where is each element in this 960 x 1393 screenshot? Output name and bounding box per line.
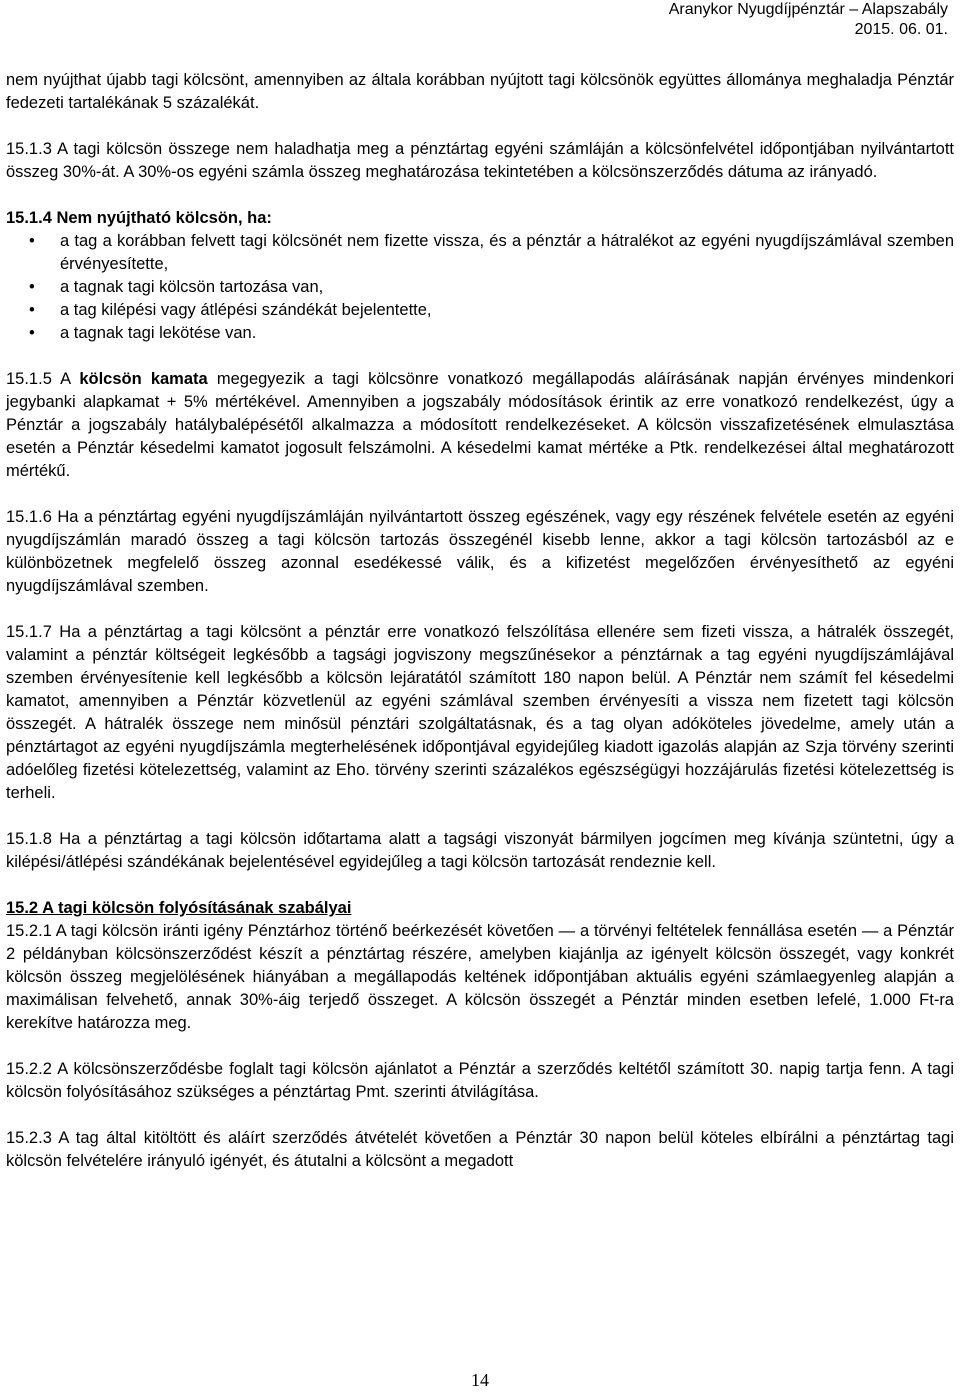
bullet-icon: •: [29, 301, 35, 319]
paragraph-15-1-8: 15.1.8 Ha a pénztártag a tagi kölcsön időtartama alatt a tagsági viszonyát bármilyen jogcímen meg kívánja szüntetni, úgy a kilépési/átlépési szándékának bejelentésével egyidejűleg a tagi kölcsön tartozását rendeznie kell.: [6, 830, 954, 871]
paragraph-intro: nem nyújthat újabb tagi kölcsönt, amennyiben az általa korábban nyújtott tagi kölcsönök együttes állománya meghaladja Pénztár fedezeti tartalékának 5 százalékát.: [6, 71, 954, 112]
bullet-icon: •: [29, 278, 35, 296]
document-body: [6, 69, 954, 1173]
paragraph-15-1-6: 15.1.6 Ha a pénztártag egyéni nyugdíjszámláján nyilvántartott összeg egészének, vagy egy részének felvétele esetén az egyéni nyugdíjszámlán maradó összeg a tagi kölcsön tartozás összegénél kisebb lenne, akkor a tagi kölcsön tartozásból az e különbözetnek megfelelő összeg azonnal esedékessé válik, és a kifizetést megelőzően érvényesíthető az egyéni nyugdíjszámlával szemben.: [6, 508, 954, 595]
page-number: 14: [471, 1370, 489, 1390]
bullet-icon: •: [29, 324, 35, 342]
paragraph-15-1-4-title: 15.1.4 Nem nyújtható kölcsön, ha:: [6, 209, 272, 227]
bold-term: kölcsön kamata: [79, 370, 208, 388]
paragraph-15-2-3: 15.2.3 A tag által kitöltött és aláírt szerződés átvételét követően a Pénztár 30 napon belül köteles elbírálni a pénztártag tagi kölcsön felvételére irányuló igényét, és átutalni a kölcsönt a megadott: [6, 1129, 954, 1170]
list-item: • a tag a korábban felvett tagi kölcsönét nem fizette vissza, és a pénztár a hátralékot az egyéni nyugdíjszámlával szemben érvényesítette,: [29, 232, 954, 273]
paragraph-15-2-2: 15.2.2 A kölcsönszerződésbe foglalt tagi kölcsön ajánlatot a Pénztár a szerződés keltétől számított 30. napig tartja fenn. A tagi kölcsön folyósításához szükséges a pénztártag Pmt. szerinti átvilágítása.: [6, 1060, 954, 1101]
list-item: • a tagnak tagi lekötése van.: [6, 322, 954, 345]
paragraph-15-1-3: 15.1.3 A tagi kölcsön összege nem haladhatja meg a pénztártag egyéni számláján a kölcsönfelvétel időpontjában nyilvántartott összeg 30%-át. A 30%-os egyéni számla összeg meghatározása tekintetében a kölcsönszerződés dátuma az irányadó.: [6, 140, 954, 181]
bullet-icon: •: [29, 232, 35, 250]
section-heading-15-2: 15.2 A tagi kölcsön folyósításának szabályai: [6, 899, 352, 917]
list-item: • a tagnak tagi kölcsön tartozása van,: [6, 276, 954, 299]
page-header: [669, 0, 948, 40]
header-date: 2015. 06. 01.: [854, 21, 948, 38]
header-title: Aranykor Nyugdíjpénztár – Alapszabály: [668, 1, 948, 18]
paragraph-15-2-1: 15.2.1 A tagi kölcsön iránti igény Pénztárhoz történő beérkezését követően — a törvényi feltételek fennállása esetén — a Pénztár 2 példányban kölcsönszerződést készít a pénztártag részére, amelyben kiajánlja az igényelt kölcsön összegét, vagy konkrét kölcsön összeg megjelölésének hiányában a megállapodás keltének időpontjában aktuális egyéni számlaegyenleg alapján a maximálisan felvehető, annak 30%-áig terjedő összeget. A kölcsön összegét a Pénztár minden esetben lefelé, 1.000 Ft-ra kerekítve határozza meg.: [6, 922, 954, 1032]
paragraph-15-1-7: 15.1.7 Ha a pénztártag a tagi kölcsönt a pénztár erre vonatkozó felszólítása ellenére sem fizeti vissza, a hátralék összegét, valamint a pénztár költségeit legkésőbb a tagsági jogviszony megszűnésekor a pénztárnak a tag egyéni nyugdíjszámlájával szemben érvényesítenie kell legkésőbb a kölcsön lejáratától számított 180 napon belül. A Pénztár nem számít fel késedelmi kamatot, amennyiben a Pénztár közvetlenül az egyéni számlával szemben érvényesíti a vissza nem fizetett tagi kölcsön összegét. A hátralék összege nem minősül pénztári szolgáltatásnak, és a tag olyan adóköteles jövedelme, amely után a pénztártagot az egyéni nyugdíjszámla megterhelésének időpontjával egyidejűleg kiadott igazolás alapján az Szja törvény szerinti adóelőleg fizetési kötelezettség, valamint az Eho. törvény szerinti százalékos egészségügyi hozzájárulás fizetési kötelezettség is terheli.: [6, 623, 954, 802]
list-item: • a tag kilépési vagy átlépési szándékát bejelentette,: [6, 299, 954, 322]
paragraph-15-1-5: 15.1.5 A kölcsön kamata megegyezik a tagi kölcsönre vonatkozó megállapodás aláírásának napján érvényes mindenkori jegybanki alapkamat + 5% mértékével. Amennyiben a jogszabály módosítások érintik az erre vonatkozó rendelkezést, úgy a Pénztár a jogszabály hatálybalépésétől alkalmazza a módosított rendelkezéseket. A kölcsön visszafizetésének elmulasztása esetén a Pénztár késedelmi kamatot jogosult felszámolni. A késedelmi kamat mértéke a Ptk. rendelkezései által meghatározott mértékű.: [6, 370, 955, 480]
bullet-list: [6, 230, 954, 345]
